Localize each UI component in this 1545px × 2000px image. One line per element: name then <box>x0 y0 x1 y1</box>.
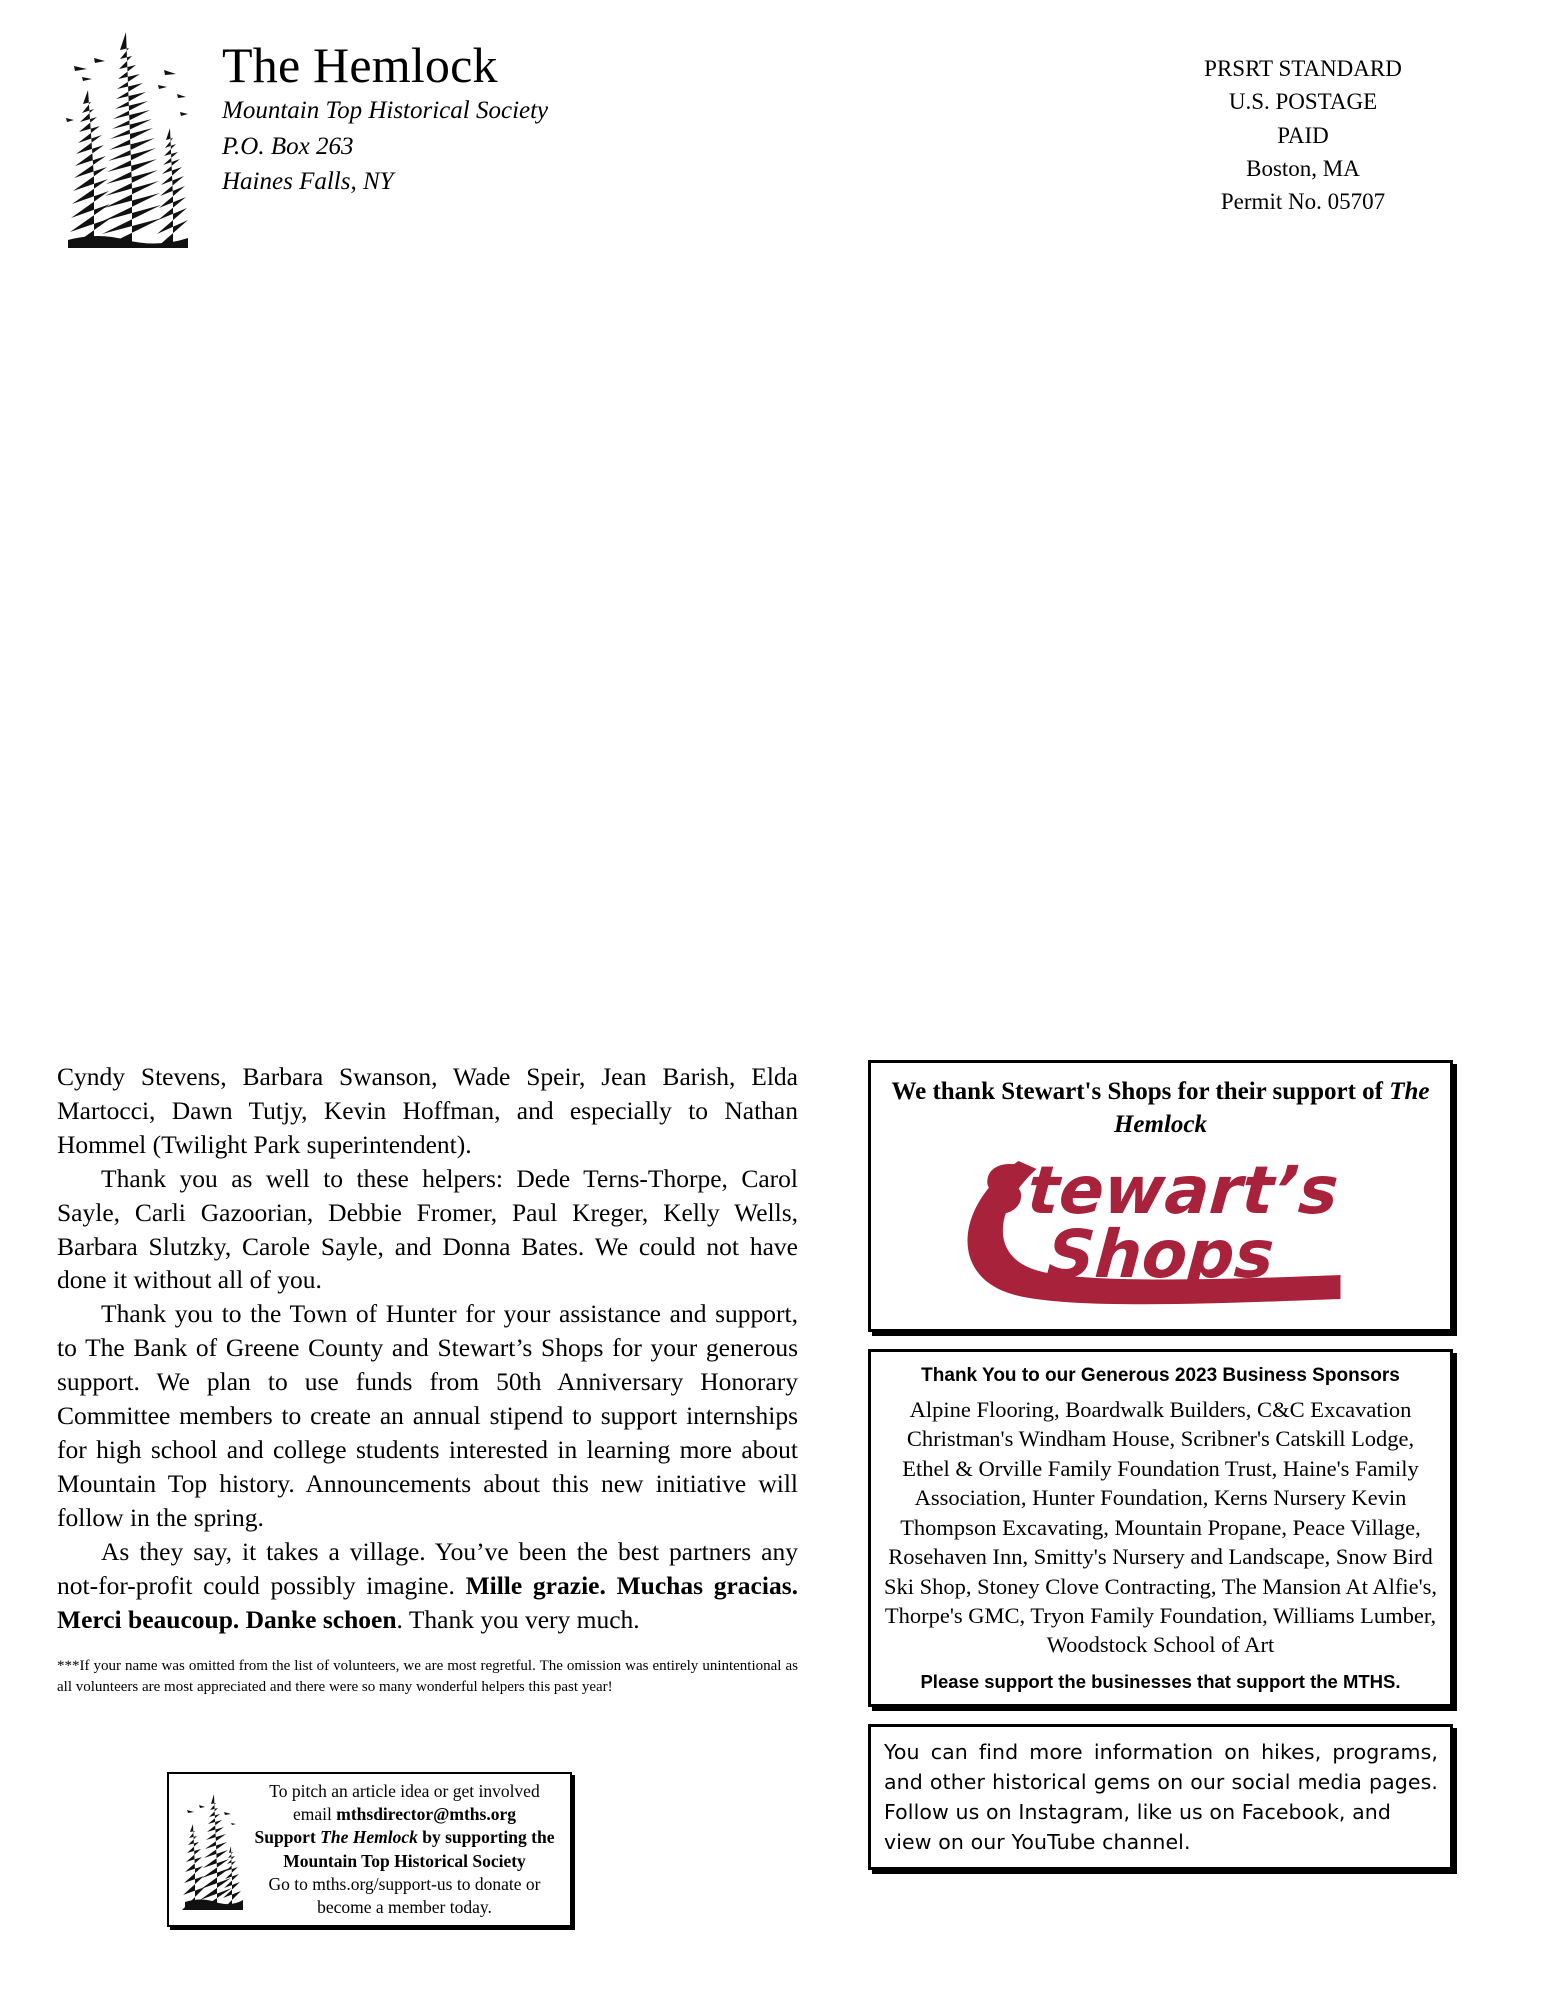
pitch-email-label: email <box>293 1803 337 1824</box>
publication-city-state: Haines Falls, NY <box>222 168 394 195</box>
postage-line-city: Boston, MA <box>1246 156 1360 182</box>
sponsors-list: Alpine Flooring, Boardwalk Builders, C&C Excavation Christman's Windham House, Scribner's Catskill Lodge, Ethel & Orville Family Foundation Trust, Haine's Family Association, Hunter Foundation, Kerns Nursery Kevin Thompson Excavating, Mountain Propane, Peace Village, Rosehaven Inn, Smitty's Nursery and Landscape, Snow Bird Ski Shop, Stoney Clove Contracting, The Mansion At Alfie's, Thorpe's GMC, Tryon Family Foundation, Williams Lumber, Woodstock School of Art <box>884 1396 1438 1658</box>
postage-line-postage: U.S. POSTAGE <box>1228 89 1378 115</box>
pitch-box-text <box>243 1780 562 1920</box>
hemlock-tree-icon <box>60 28 195 248</box>
social-media-lastline: view on our YouTube channel. <box>884 1829 1191 1854</box>
social-media-panel <box>868 1724 1453 1870</box>
postage-line-permit: Permit No. 05707 <box>1220 189 1386 215</box>
pitch-email-address[interactable]: mthsdirector@mths.org <box>336 1803 516 1824</box>
social-media-text <box>884 1738 1438 1858</box>
masthead <box>0 0 1545 300</box>
stewarts-heading-text: We thank Stewart's Shops for their support of <box>891 1078 1390 1105</box>
stewarts-shops-logo <box>885 1143 1436 1318</box>
business-sponsors-panel <box>868 1349 1453 1707</box>
social-media-body: You can find more information on hikes, programs, and other historical gems on our social media pages. Follow us on Instagram, like us on Facebook, and <box>884 1739 1438 1824</box>
svg-text:Shops: Shops <box>1044 1216 1277 1293</box>
pitch-support-post: by supporting the <box>417 1827 555 1848</box>
footnote-omission-note: ***If your name was omitted from the list of volunteers, we are most regretful. The omission was entirely unintentional as all volunteers are most appreciated and there were so many wonderful helpers this past year! <box>57 1658 798 1696</box>
closing-tail: . Thank you very much. <box>396 1604 640 1634</box>
postage-line-class: PRSRT STANDARD <box>1204 56 1402 81</box>
closing-lead: As they say, it takes a village. You’ve been the best partners any not-for-profit could possibly imagine. <box>57 1536 798 1600</box>
publication-title: The Hemlock <box>222 37 498 93</box>
stewarts-heading-publication: The Hemlock <box>1113 1078 1430 1138</box>
pitch-support-pre: Support <box>254 1827 321 1848</box>
closing-multilingual-thanks: Mille grazie. Muchas gracias. Merci beaucoup. Danke schoen <box>57 1570 798 1634</box>
postage-line-paid: PAID <box>1277 122 1329 148</box>
pitch-line-idea: To pitch an article idea or get involved <box>269 1780 540 1801</box>
pitch-line-email <box>247 1803 562 1826</box>
sponsors-heading: Thank You to our Generous 2023 Business Sponsors <box>921 1365 1400 1386</box>
paragraph-closing <box>57 1535 798 1637</box>
postage-indicia <box>1153 52 1453 219</box>
pitch-line-donate[interactable]: Go to mths.org/support-us to donate or <box>268 1873 541 1894</box>
pitch-article-box <box>167 1772 572 1927</box>
masthead-text-block <box>222 38 548 200</box>
sponsors-support-note: Please support the businesses that support the MTHS. <box>920 1670 1401 1692</box>
left-column <box>57 1060 798 1698</box>
hemlock-tree-icon <box>181 1790 243 1910</box>
paragraph-helpers: Thank you as well to these helpers: Dede Terns-Thorpe, Carol Sayle, Carli Gazoorian, Debbie Fromer, Paul Kreger, Kelly Wells, Barbara Slutzky, Carole Sayle, and Donna Bates. We could not have done it without all of you. <box>57 1163 798 1295</box>
stewarts-thankyou-heading <box>885 1075 1436 1141</box>
pitch-support-publication: The Hemlock <box>320 1827 418 1848</box>
paragraph-volunteers: Cyndy Stevens, Barbara Swanson, Wade Speir, Jean Barish, Elda Martocci, Dawn Tutjy, Kevin Hoffman, and especially to Nathan Hommel (Twilight Park superintendent). <box>57 1062 798 1159</box>
pitch-line-support <box>247 1826 562 1849</box>
stewarts-sponsor-panel <box>868 1060 1453 1332</box>
pitch-line-member: become a member today. <box>317 1897 492 1918</box>
paragraph-town-thanks: Thank you to the Town of Hunter for your assistance and support, to The Bank of Greene County and Stewart’s Shops for your generous support. We plan to use funds from 50th Anniversary Honorary Committee members to create an annual stipend to support internships for high school and college students interested in learning more about Mountain Top history. Announcements about this new initiative will follow in the spring. <box>57 1299 798 1532</box>
pitch-line-society: Mountain Top Historical Society <box>283 1850 526 1871</box>
right-column <box>868 1060 1453 1887</box>
publication-subtitle: Mountain Top Historical Society <box>222 97 549 124</box>
publication-po-box: P.O. Box 263 <box>222 132 354 160</box>
svg-text:Stewart’s: Stewart’s <box>977 1152 1341 1229</box>
